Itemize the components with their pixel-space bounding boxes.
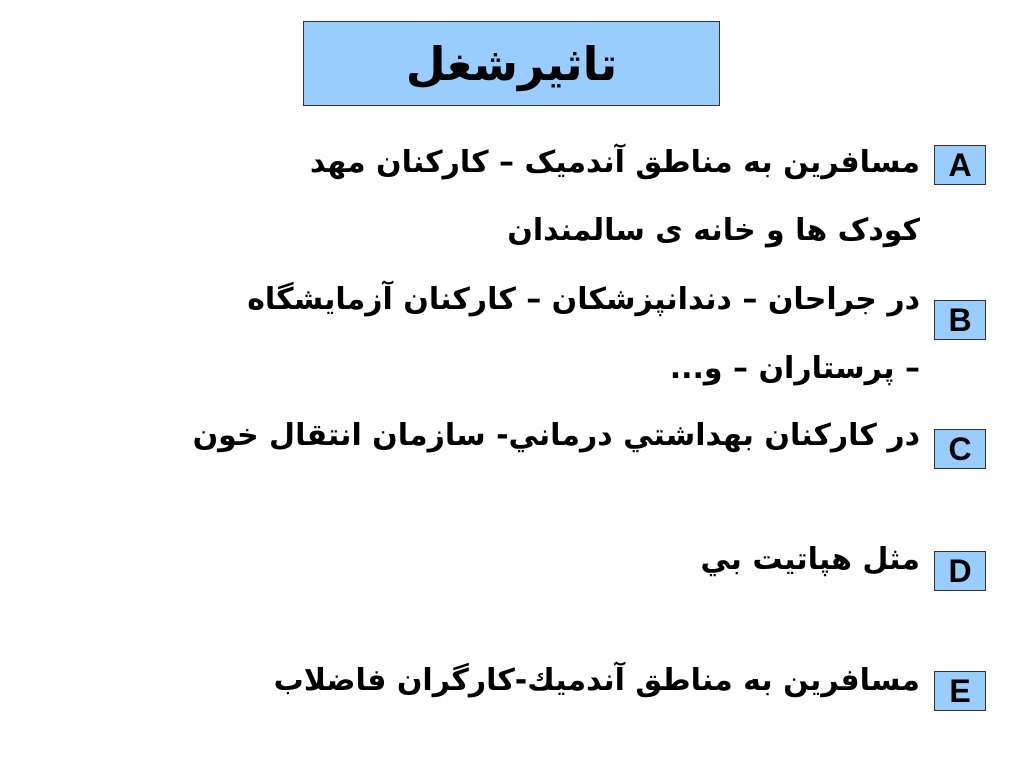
badge-d: D [934, 551, 986, 591]
item-a-line-1: مسافرین به مناطق آندمیک – کارکنان مهد [309, 145, 920, 180]
item-e-line-1: مسافرين به مناطق آندميك-کارگران فاضلاب [273, 663, 920, 698]
item-a-line-2: کودک ها و خانه ی سالمندان [507, 213, 920, 248]
badge-c: C [934, 429, 986, 469]
badge-e: E [934, 671, 986, 711]
item-b-line-1: در جراحان – دندانپزشکان – کارکنان آزمایشگاه [247, 282, 920, 317]
badge-b: B [934, 300, 986, 340]
title-box [303, 21, 720, 106]
slide-title: تاثیرشغل [405, 36, 618, 91]
item-d-line-1: مثل هپاتیت بي [700, 542, 920, 577]
badge-a: A [934, 145, 986, 185]
item-c-line-1: در کارکنان بهداشتي درماني- سازمان انتقال خون [192, 418, 920, 453]
item-b-line-2: – پرستاران – و... [669, 351, 920, 386]
